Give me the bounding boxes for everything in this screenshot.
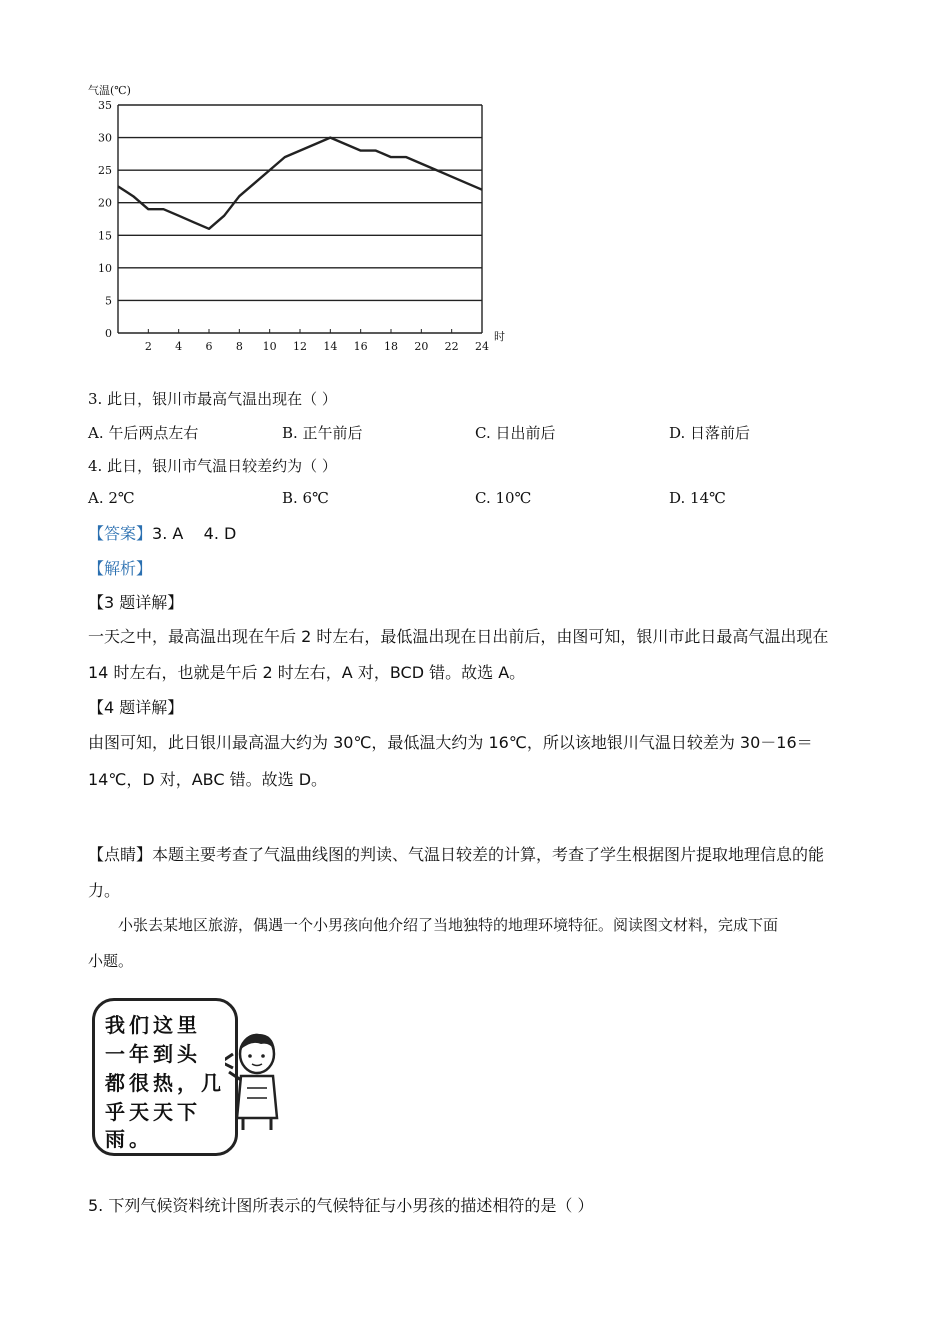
q4-option-a: A. 2℃	[88, 489, 135, 507]
x-axis-label: 时	[494, 330, 505, 343]
x-tick-label: 16	[353, 340, 368, 353]
y-tick-label: 5	[105, 294, 112, 308]
speech-bubble	[92, 998, 238, 1156]
answer-block	[88, 521, 236, 544]
x-tick-label: 22	[444, 340, 459, 353]
q3-option-d: D. 日落前后	[669, 424, 751, 442]
y-tick-label: 20	[98, 196, 112, 210]
q3-option-c: C. 日出前后	[475, 424, 556, 442]
y-tick-labels	[98, 99, 112, 340]
q4-option-c: C. 10℃	[475, 489, 532, 507]
q4-option-b: B. 6℃	[282, 489, 329, 507]
y-tick-label: 0	[105, 327, 112, 340]
x-tick-label: 8	[235, 340, 243, 353]
comment-line2: 力。	[88, 881, 121, 900]
bubble-line-2: 一年到头	[105, 1042, 201, 1066]
x-tick-label: 18	[384, 340, 398, 353]
q4-option-d: D. 14℃	[669, 489, 726, 507]
q3-detail-line2: 14 时左右，也就是午后 2 时左右，A 对，BCD 错。故选 A。	[88, 663, 526, 682]
bubble-line-3: 都很热，几	[105, 1071, 225, 1095]
x-tick-label: 2	[144, 340, 152, 353]
q3-option-b: B. 正午前后	[282, 424, 363, 442]
x-tick-label: 12	[293, 340, 307, 353]
q3-option-a: A. 午后两点左右	[88, 424, 199, 442]
chart-grid	[118, 105, 482, 333]
q4-detail-line1: 由图可知，此日银川最高温大约为 30℃，最低温大约为 16℃，所以该地银川气温日较差为 30－16＝	[88, 733, 813, 752]
bubble-line-5: 雨。	[105, 1127, 153, 1151]
q3-detail-line1: 一天之中，最高温出现在午后 2 时左右，最低温出现在日出前后，由图可知，银川市此日最高气温出现在	[88, 627, 829, 646]
x-tick-label: 4	[175, 340, 183, 353]
intro-line2: 小题。	[88, 952, 134, 970]
q3-detail-title: 【3 题详解】	[88, 593, 184, 612]
x-tick-label: 10	[262, 340, 277, 353]
y-axis-label: 气温(℃)	[88, 84, 131, 97]
y-tick-label: 10	[98, 261, 112, 275]
bubble-line-4: 乎天天下	[105, 1100, 201, 1124]
bubble-line-1: 我们这里	[105, 1013, 201, 1037]
q4-stem: 4. 此日，银川市气温日较差约为（ ）	[88, 457, 337, 475]
boy-illustration-icon	[225, 1028, 285, 1132]
x-tick-label: 14	[323, 340, 338, 353]
answer-tag: 【答案】	[88, 524, 153, 543]
y-tick-label: 30	[98, 131, 112, 145]
temperature-chart	[80, 78, 520, 358]
x-tick-label: 24	[475, 340, 489, 353]
y-tick-label: 35	[98, 99, 112, 112]
x-tick-label: 20	[414, 340, 429, 353]
intro-line1: 小张去某地区旅游，偶遇一个小男孩向他介绍了当地独特的地理环境特征。阅读图文材料，完成下面	[118, 916, 779, 934]
q4-detail-title: 【4 题详解】	[88, 698, 184, 717]
comment-line1: 【点睛】本题主要考查了气温曲线图的判读、气温日较差的计算，考查了学生根据图片提取地理信息的能	[88, 845, 825, 864]
analysis-tag: 【解析】	[88, 559, 153, 578]
answer-text: 3. A 4. D	[152, 524, 237, 543]
q3-stem: 3. 此日，银川市最高气温出现在（ ）	[88, 390, 337, 408]
q4-detail-line2: 14℃，D 对，ABC 错。故选 D。	[88, 770, 328, 789]
y-tick-label: 15	[98, 229, 112, 243]
y-tick-label: 25	[98, 164, 112, 178]
q5-stem: 5. 下列气候资料统计图所表示的气候特征与小男孩的描述相符的是（ ）	[88, 1196, 594, 1215]
x-tick-label: 6	[205, 340, 213, 353]
temperature-series-line	[118, 138, 482, 229]
